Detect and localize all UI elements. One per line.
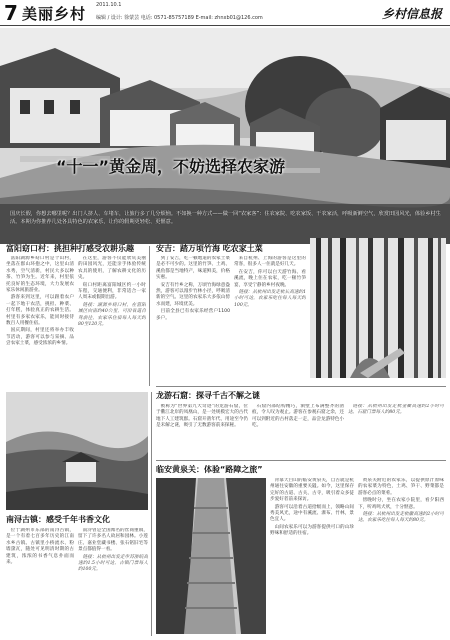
feature-headline: “十一”黄金周，不妨选择农家游	[56, 157, 286, 176]
article-linan-col1	[270, 478, 354, 636]
paragraph: 在这里，游客不仅能欣赏美丽的田园风光，还能亲手体验传统农具的使用，了解农耕文化的历史。	[78, 256, 146, 281]
paragraph: 目前全县已有农家乐经营户1100多户。	[156, 309, 230, 321]
paragraph: 游客来到这里，可以跟着农户一起下地干农活，挑担、种菜、打年糕，体验真正的农耕生活。村里有多家农家乐，能同时接待数百人用餐住宿。	[6, 295, 74, 327]
article-link-note: 链接：湖源乡窈口村，在富阳城区向南约40公里，可沿省道自驾前往，农家乐住宿每人每天约80至120元。	[78, 302, 146, 328]
paragraph: 国庆期间，村里还将举办丰收节活动，游客可以参与采摘、品尝农家土菜，感受浓浓的乡情。	[6, 328, 74, 347]
article-title-linan: 临安黄泉关：体验“路障之旅”	[156, 465, 263, 474]
paragraph: 南浔曾是全国闻名的丝商重镇，留下了许多名人故居和园林。小莲庄、嘉业堂藏书楼、张石铭旧宅等景点都值得一看。	[78, 528, 148, 553]
article-title-anji: 安吉：踏万顷竹海 吃农家土菜	[156, 244, 263, 253]
article-link-note: 链接：从杭州出发走申苏浙皖高速约1.5小时可达，古镇门票每人约100元。	[78, 554, 148, 573]
article-title-nanxun: 南浔古镇：感受千年书香文化	[6, 515, 110, 524]
section-divider	[156, 386, 446, 387]
section-title: 美丽乡村	[22, 5, 87, 23]
paragraph: 傍晚时分，坐在农家小院里，看夕阳西下，听鸡鸣犬吠，十分惬意。	[358, 498, 444, 510]
paragraph: 在安吉，你可以白天游竹海、看溪流，晚上住在农家，吃一顿竹笋宴，享受宁静的乡村夜晚。	[234, 269, 306, 288]
article-fuyang-col2	[78, 256, 146, 386]
article-longyou-col2	[252, 404, 344, 456]
feature-lead: 国庆长假，你想去哪里呢？出门人挤人、车堵车，让旅行多了几分烦恼。不如换一种方式——做一回“农家客”：住农家院、吃农家饭、干农家活，呼吸新鲜空气，欣赏田园风光，体验乡村生活。本期为你推荐几处各具特色的农家乐，让你的假期更轻松、更惬意。	[10, 211, 441, 225]
bamboo-forest-photo	[310, 238, 446, 378]
paragraph: 富阳湖源乡窈口村是个山村，坐落在群山环抱之中，这里山清水秀，空气清新，村民大多以种茶、竹笋为生。近年来，村里依托良好的生态环境，大力发展农家乐休闲旅游业。	[6, 256, 74, 294]
article-nanxun-col1	[6, 528, 74, 636]
column-divider	[151, 392, 152, 636]
editor-contact: 编辑 / 设计: 徐蒙芸 电话: 0571-85757189 E-mail: zhnxb01@126.com	[96, 15, 263, 21]
article-longyou-col1	[156, 404, 248, 456]
article-nanxun-col2	[78, 528, 148, 636]
nanxun-town-photo	[6, 392, 148, 510]
masthead	[0, 0, 450, 26]
article-link-note: 链接：从杭州出发走杭长高速约1小时可达，农家乐吃住每人每天约100元。	[234, 290, 306, 308]
paragraph: 被称为“世界第九大奇迹”的龙游石窟，位于衢江北岸的凤凰山，是一处规模宏大的古代地下人工建筑群。石窟开凿年代、用途至今仍是未解之谜，吸引了无数游客前来探秘。	[156, 404, 248, 429]
paragraph: 安吉有竹乡之称，万顷竹海绿意盎然，游客可以漫步竹林小径，呼吸清新的空气。这里的农家乐大多依山傍水而建，环境优美。	[156, 282, 230, 307]
hero-photo	[0, 28, 450, 244]
paragraph: 来自杭州、上海的游客是这里的常客，很多人一住就是好几天。	[234, 256, 306, 268]
article-linan-col2	[358, 478, 444, 636]
mountain-pass-illustration	[156, 478, 266, 634]
article-longyou-col3	[348, 404, 444, 456]
article-fuyang-col1	[6, 256, 74, 386]
page-number: 7	[4, 1, 18, 25]
article-link-note: 链接：从杭州出发走杭徽高速约2小时可达，农家乐吃住每人每天约80元。	[358, 512, 444, 524]
article-link-note: 链接：从杭州出发走杭金衢高速约2小时可达，石窟门票每人约80元。	[348, 404, 444, 416]
paragraph: 背靠天目山的临安黄泉关，自古就是杭州通往安徽的重要关隘。如今，这里保存完好的古道、古关、古寺，吸引着众多徒步爱好者前来探访。	[270, 478, 354, 503]
mountain-pass-photo	[156, 478, 266, 634]
article-title-fuyang: 富阳窈口村：挑担种打感受农耕乐趣	[6, 244, 134, 253]
article-title-longyou: 龙游石窟：探寻千古不解之谜	[156, 391, 260, 400]
paragraph: 游客可以沿着古道拾级而上，领略山间秀美风光，途中有溪流、瀑布、竹林，景色宜人。	[270, 504, 354, 523]
paragraph: 黄泉关附近的农家乐，以提供原汁原味的农家菜为特色，土鸡、笋干、野菜都是游客必点的菜肴。	[358, 478, 444, 496]
newspaper-logo: 乡村信息报	[381, 7, 442, 21]
article-anji-col2	[234, 256, 306, 376]
column-divider	[149, 246, 150, 386]
bamboo-forest-illustration	[310, 238, 446, 378]
issue-date: 2011.10.1	[96, 2, 122, 8]
article-anji-col1	[156, 256, 230, 376]
section-divider	[156, 460, 446, 461]
paragraph: 窈口村距离富阳城区约一小时车程，交通便利，非常适合一家人周末或假期出游。	[78, 282, 146, 301]
nanxun-illustration	[6, 392, 148, 510]
paragraph: 石窟内部结构精巧，洞壁上布满整齐的凿痕，令人叹为观止。游客在参观石窟之余，还可以到附近的古村落走一走，品尝龙游特色小吃。	[252, 404, 344, 429]
paragraph: 到了安吉，吃一顿地道的农家土菜是必不可少的。这里的竹笋、土鸡、溪鱼都是当地特产，味道鲜美，价格实惠。	[156, 256, 230, 281]
paragraph: 山间农家乐可以为游客提供可口的山珍野味和舒适的住宿。	[270, 524, 354, 537]
paragraph: 位于湖州市东部的南浔古镇，是一个有着七百多年历史的江南水乡古镇。古镇里小桥流水、粉墙黛瓦，随处可见明清时期的古建筑，浓浓的书香气息扑面而来。	[6, 528, 74, 566]
